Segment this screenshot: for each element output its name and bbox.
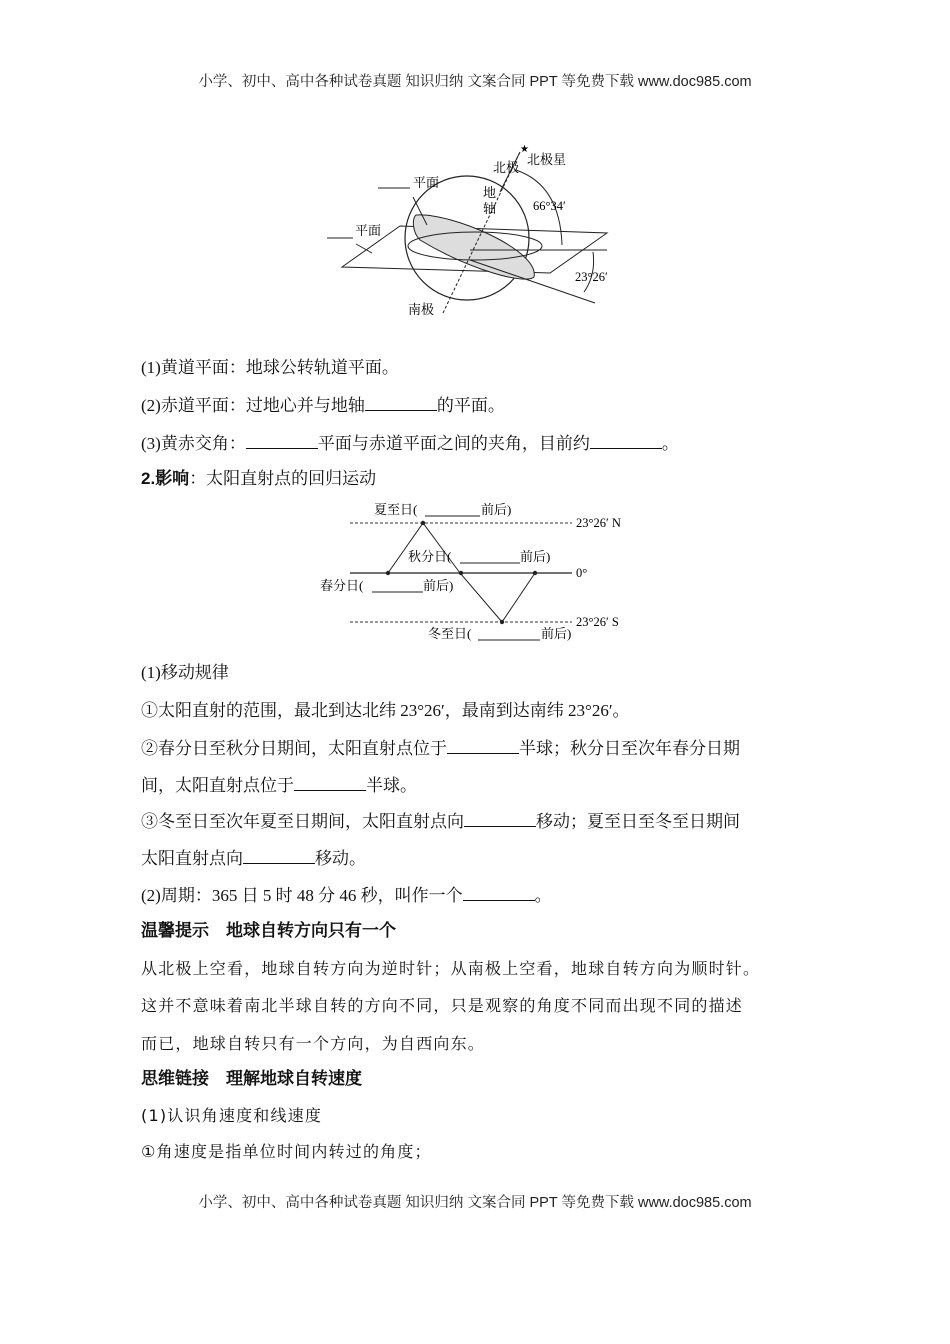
section-2-heading: 2.影响：太阳直射点的回归运动: [141, 469, 377, 488]
ecliptic-plane-label: 平面: [413, 175, 440, 190]
ecliptic-plane-def: (1)黄道平面：地球公转轨道平面。: [141, 358, 399, 377]
answer-blank[interactable]: [590, 432, 662, 449]
angle-23-label: 23°26′: [575, 270, 608, 284]
link-sub: (1)认识角速度和线速度: [141, 1106, 323, 1125]
answer-blank[interactable]: [246, 432, 318, 449]
summer-solstice-label: 夏至日(: [374, 502, 418, 517]
subsolar-migration-diagram: [310, 495, 650, 645]
link-p1: ①角速度是指单位时间内转过的角度；: [141, 1142, 432, 1161]
equatorial-plane-def: (2)赤道平面：过地心并与地轴 的平面。: [141, 396, 505, 415]
ecliptic-diagram: [320, 140, 620, 340]
answer-blank[interactable]: [464, 810, 536, 827]
link-title: 思维链接 理解地球自转速度: [141, 1069, 362, 1088]
svg-text:前后): 前后): [423, 578, 454, 593]
svg-text:前后): 前后): [520, 549, 551, 564]
page-footer: 小学、初中、高中各种试卷真题 知识归纳 文案合同 PPT 等免费下载 www.doc985.com: [198, 1195, 752, 1211]
lat-north-label: 23°26′ N: [576, 516, 621, 530]
tip-line: 从北极上空看，地球自转方向为逆时针；从南极上空看，地球自转方向为顺时针。: [141, 959, 761, 978]
equator-label: 0°: [576, 566, 588, 580]
answer-blank[interactable]: [365, 394, 437, 411]
winter-solstice-label: 冬至日(: [428, 626, 472, 641]
period: (2)周期：365 日 5 时 48 分 46 秒，叫作一个 。: [141, 886, 552, 905]
answer-blank[interactable]: [463, 884, 535, 901]
movement-p2: ②春分日至秋分日期间，太阳直射点位于 半球；秋分日至次年春分日期: [141, 739, 740, 758]
movement-p3: ③冬至日至次年夏至日期间，太阳直射点向 移动；夏至日至冬至日期间: [141, 812, 740, 831]
lat-south-label: 23°26′ S: [576, 615, 619, 629]
south-pole-label: 南极: [408, 302, 435, 317]
movement-p1: ①太阳直射的范围，最北到达北纬 23°26′，最南到达南纬 23°26′。: [141, 701, 630, 720]
answer-blank[interactable]: [243, 847, 315, 864]
svg-text:前后): 前后): [541, 626, 572, 641]
polaris-label: 北极星: [527, 152, 567, 167]
north-pole-label: 北极: [493, 160, 520, 175]
page-header: 小学、初中、高中各种试卷真题 知识归纳 文案合同 PPT 等免费下载 www.doc985.com: [198, 74, 752, 90]
angle-66-label: 66°34′: [533, 199, 566, 213]
axis-label-1: 地: [483, 185, 497, 200]
spring-equinox-label: 春分日(: [320, 578, 364, 593]
tip-line: 这并不意味着南北半球自转的方向不同，只是观察的角度不同而出现不同的描述: [141, 996, 744, 1015]
movement-p2-cont: 间，太阳直射点位于 半球。: [141, 776, 417, 795]
svg-text:前后): 前后): [481, 502, 512, 517]
autumn-equinox-label: 秋分日(: [408, 549, 452, 564]
movement-title: (1)移动规律: [141, 663, 229, 682]
equatorial-plane-label: 平面: [355, 223, 382, 238]
obliquity-def: (3)黄赤交角： 平面与赤道平面之间的夹角，目前约 。: [141, 434, 679, 453]
axis-label-2: 轴: [483, 201, 497, 216]
svg-text:★: ★: [520, 144, 529, 155]
answer-blank[interactable]: [447, 737, 519, 754]
tip-line: 而已，地球自转只有一个方向，为自西向东。: [141, 1034, 486, 1053]
movement-p3-cont: 太阳直射点向 移动。: [141, 849, 366, 868]
answer-blank[interactable]: [294, 774, 366, 791]
tip-title: 温馨提示 地球自转方向只有一个: [141, 921, 396, 940]
